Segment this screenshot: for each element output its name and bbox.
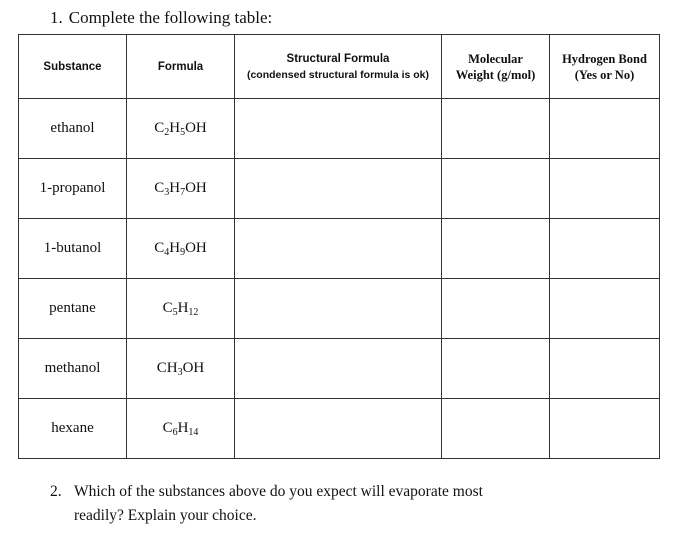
question-2-line-2: readily? Explain your choice. xyxy=(74,507,257,524)
substance-cell: 1-propanol xyxy=(19,159,127,219)
header-molecular-weight xyxy=(442,35,550,99)
formula-cell: $C_4H_9OH$ xyxy=(127,219,235,279)
table-row xyxy=(19,99,660,159)
table-body xyxy=(19,99,660,459)
molecular-weight-cell[interactable] xyxy=(442,399,550,459)
substance-cell: ethanol xyxy=(19,99,127,159)
header-hydrogen-note: (Yes or No) xyxy=(574,67,635,82)
table-row xyxy=(19,339,660,399)
header-structural-formula xyxy=(235,35,442,99)
hydrogen-bond-cell[interactable] xyxy=(550,399,660,459)
table-row xyxy=(19,159,660,219)
structural-formula-cell[interactable] xyxy=(235,399,442,459)
hydrogen-bond-cell[interactable] xyxy=(550,159,660,219)
molecular-weight-cell[interactable] xyxy=(442,339,550,399)
header-structural-note: (condensed structural formula is ok) xyxy=(246,68,430,81)
formula-cell: $C_3H_7OH$ xyxy=(127,159,235,219)
question-1-number: 1. xyxy=(50,8,63,27)
structural-formula-cell[interactable] xyxy=(235,159,442,219)
structural-formula-cell[interactable] xyxy=(235,219,442,279)
header-substance: Substance xyxy=(19,35,127,99)
hydrogen-bond-cell[interactable] xyxy=(550,219,660,279)
header-molecular-unit: Weight (g/mol) xyxy=(455,67,536,82)
table-row xyxy=(19,219,660,279)
header-hydrogen-bond xyxy=(550,35,660,99)
hydrogen-bond-cell[interactable] xyxy=(550,279,660,339)
substance-cell: pentane xyxy=(19,279,127,339)
header-structural-title: Structural Formula xyxy=(286,52,390,65)
question-1 xyxy=(50,8,272,28)
molecular-weight-cell[interactable] xyxy=(442,219,550,279)
question-1-text: Complete the following table: xyxy=(68,8,273,27)
header-molecular-title: Molecular xyxy=(468,51,523,66)
formula-cell: $C_5H_{12}$ xyxy=(127,279,235,339)
hydrogen-bond-cell[interactable] xyxy=(550,339,660,399)
structural-formula-cell[interactable] xyxy=(235,279,442,339)
header-hydrogen-title: Hydrogen Bond xyxy=(562,51,647,66)
structural-formula-cell[interactable] xyxy=(235,99,442,159)
question-2 xyxy=(50,480,483,528)
structural-formula-cell[interactable] xyxy=(235,339,442,399)
question-2-number: 2. xyxy=(50,483,62,500)
molecular-weight-cell[interactable] xyxy=(442,99,550,159)
table-row xyxy=(19,399,660,459)
formula-cell: $C_6H_{14}$ xyxy=(127,399,235,459)
molecular-weight-cell[interactable] xyxy=(442,279,550,339)
formula-cell: $CH_3OH$ xyxy=(127,339,235,399)
table-row xyxy=(19,279,660,339)
molecular-weight-cell[interactable] xyxy=(442,159,550,219)
formula-cell: $C_2H_5OH$ xyxy=(127,99,235,159)
chemistry-table xyxy=(18,34,660,459)
hydrogen-bond-cell[interactable] xyxy=(550,99,660,159)
substance-cell: hexane xyxy=(19,399,127,459)
substance-cell: methanol xyxy=(19,339,127,399)
header-row xyxy=(19,35,660,99)
substance-cell: 1-butanol xyxy=(19,219,127,279)
header-formula: Formula xyxy=(127,35,235,99)
question-2-line-1: Which of the substances above do you expect will evaporate most xyxy=(74,483,483,500)
